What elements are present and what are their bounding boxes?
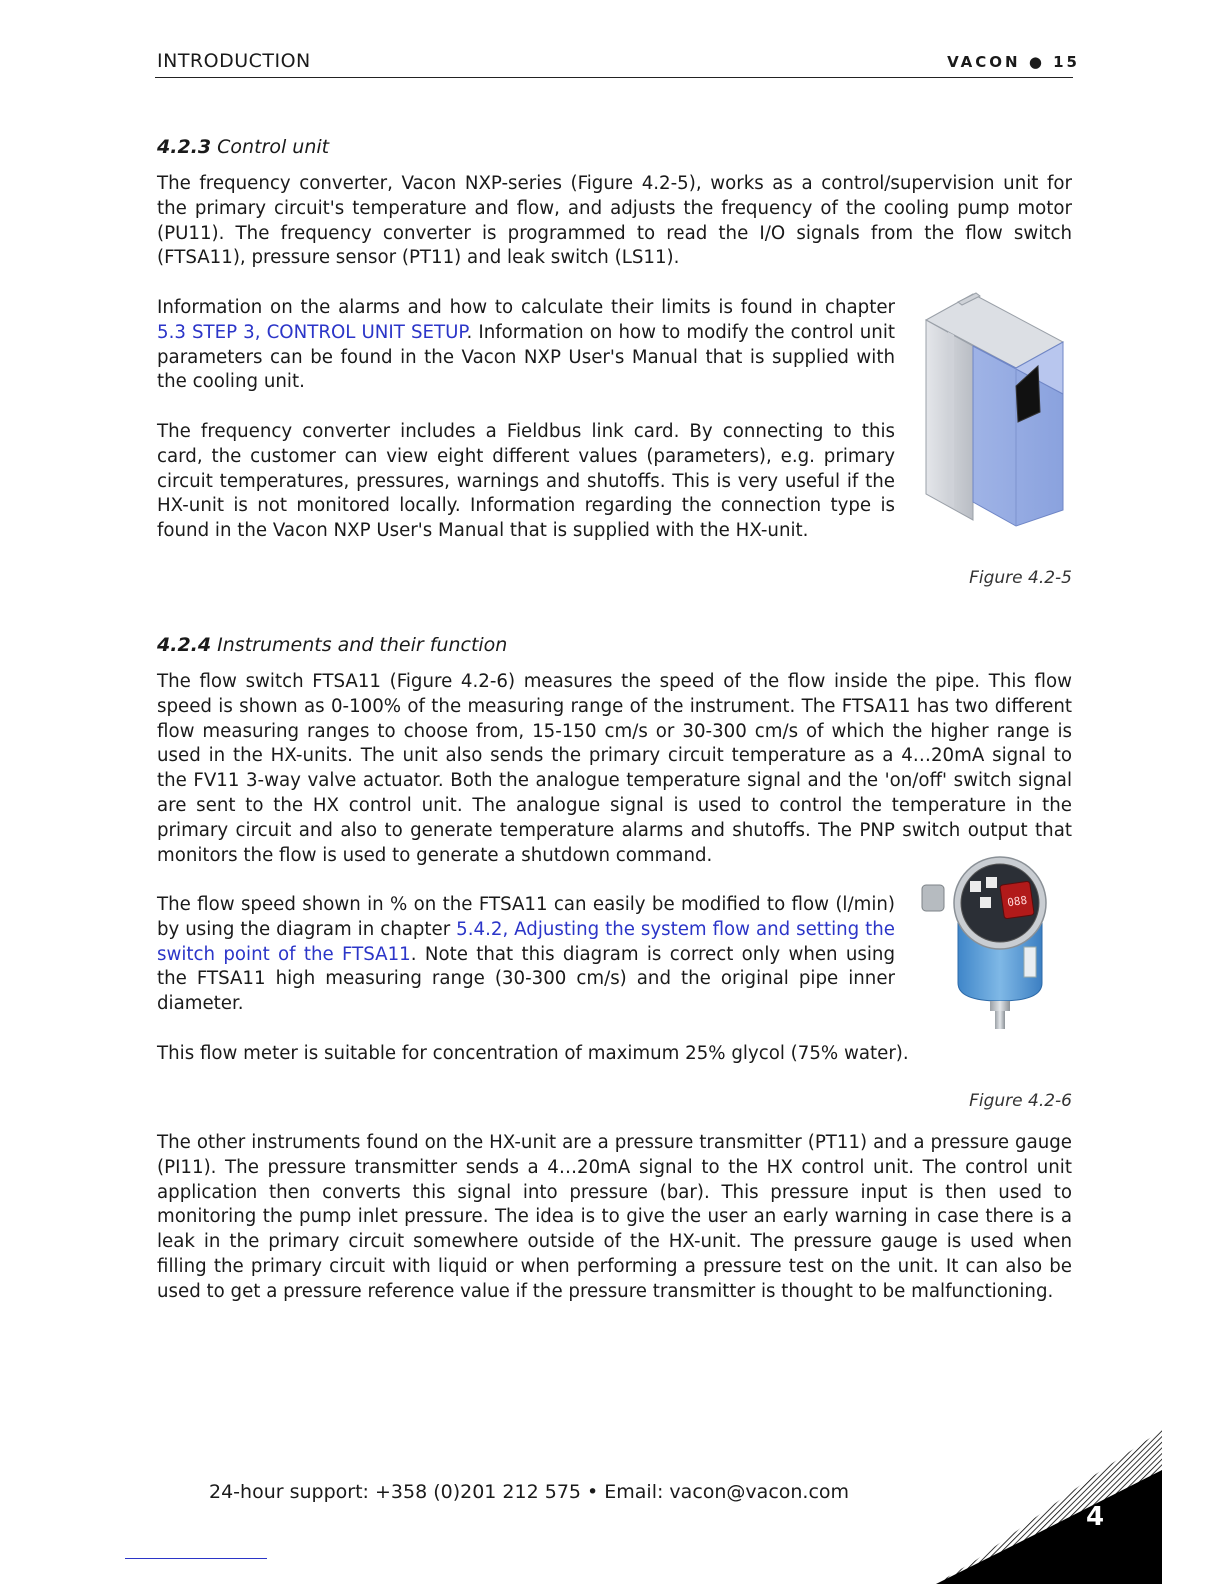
chapter-link-adjusting-flow[interactable]: 5.4.2, Adjusting the system flow and setting the switch point of the FTSA11 bbox=[157, 918, 895, 965]
section-heading-control-unit bbox=[157, 136, 329, 158]
paragraph: The flow switch FTSA11 (Figure 4.2-6) measures the speed of the flow inside the pipe. This flow speed is shown as 0-100% of the measuring range of the instrument. The FTSA11 has two different flow measuring ranges to choose from, 15-150 cm/s or 30-300 cm/s of which the higher range is used in the HX-units. The unit also sends the primary circuit temperature as a 4…20mA signal to the FV11 3-way valve actuator. Both the analogue temperature signal and the 'on/off' switch signal are sent to the HX control unit. The analogue signal is used to control the temperature in the primary circuit and also to generate temperature alarms and shutoffs. The PNP switch output that monitors the flow is used to generate a shutdown command. bbox=[157, 671, 1072, 866]
section-number: 4.2.3 bbox=[157, 136, 212, 158]
paragraph: The frequency converter, Vacon NXP-series (Figure 4.2-5), works as a control/supervision unit for the primary circuit's temperature and flow, and adjusts the frequency of the cooling pump motor (PU11). The frequency converter is programmed to read the I/O signals from the flow switch (FTSA11), pressure sensor (PT11) and leak switch (LS11). bbox=[157, 173, 1072, 269]
section-title: Instruments and their function bbox=[217, 634, 508, 656]
flow-switch-figure bbox=[920, 855, 1078, 1033]
header-divider bbox=[155, 77, 1073, 78]
paragraph: The other instruments found on the HX-unit are a pressure transmitter (PT11) and a pressure gauge (PI11). The pressure transmitter sends a 4…20mA signal to the HX control unit. The control unit application then converts this signal into pressure (bar). This pressure input is then used to monitoring the pump inlet pressure. The idea is to give the user an early warning in case there is a leak in the primary circuit somewhere outside of the HX-unit. The pressure gauge is used when filling the primary circuit with liquid or when performing a pressure test on the unit. It can also be used to get a pressure reference value if the pressure transmitter is thought to be malfunctioning. bbox=[157, 1132, 1072, 1302]
section-number: 4.2.4 bbox=[157, 634, 212, 656]
running-header-brand-page: VACON ● 15 bbox=[947, 53, 1080, 71]
paragraph bbox=[157, 296, 895, 395]
section-title: Control unit bbox=[217, 136, 330, 158]
flow-display-readout: 088 bbox=[1006, 893, 1028, 910]
chapter-corner-tab bbox=[936, 1430, 1162, 1584]
paragraph-text: Information on the alarms and how to calculate their limits is found in chapter bbox=[157, 297, 895, 318]
paragraph-text: The flow speed shown in % on the FTSA11 can easily be modified to flow (l/min) by using the diagram in chapter bbox=[157, 894, 895, 940]
paragraph: The frequency converter includes a Fieldbus link card. By connecting to this card, the customer can view eight different values (parameters), e.g. primary circuit temperatures, pressures, warnings and shutoffs. This is very useful if the HX-unit is not monitored locally. Information regarding the connection type is found in the Vacon NXP User's Manual that is supplied with the HX-unit. bbox=[157, 421, 895, 542]
paragraph bbox=[157, 893, 895, 1017]
frequency-converter-figure bbox=[918, 290, 1068, 530]
figure-caption: Figure 4.2-5 bbox=[969, 568, 1072, 588]
chapter-link-control-unit-setup[interactable]: 5.3 STEP 3, CONTROL UNIT SETUP bbox=[157, 321, 467, 343]
paragraph-text: . Information on how to modify the control unit parameters can be found in the Vacon NXP User's Manual that is supplied with the cooling unit. bbox=[157, 321, 896, 393]
figure-caption: Figure 4.2-6 bbox=[969, 1091, 1072, 1111]
running-header-section: INTRODUCTION bbox=[157, 50, 311, 72]
footer-underline bbox=[125, 1558, 267, 1559]
section-heading-instruments bbox=[157, 634, 507, 656]
paragraph-text: . Note that this diagram is correct only when using the FTSA11 high measuring range (30-300 cm/s) and the original pipe inner diameter. bbox=[157, 943, 896, 1015]
footer-support-line: 24-hour support: +358 (0)201 212 575 • Email: vacon@vacon.com bbox=[209, 1481, 850, 1503]
chapter-number: 4 bbox=[1086, 1502, 1105, 1532]
paragraph: This flow meter is suitable for concentration of maximum 25% glycol (75% water). bbox=[157, 1043, 909, 1064]
